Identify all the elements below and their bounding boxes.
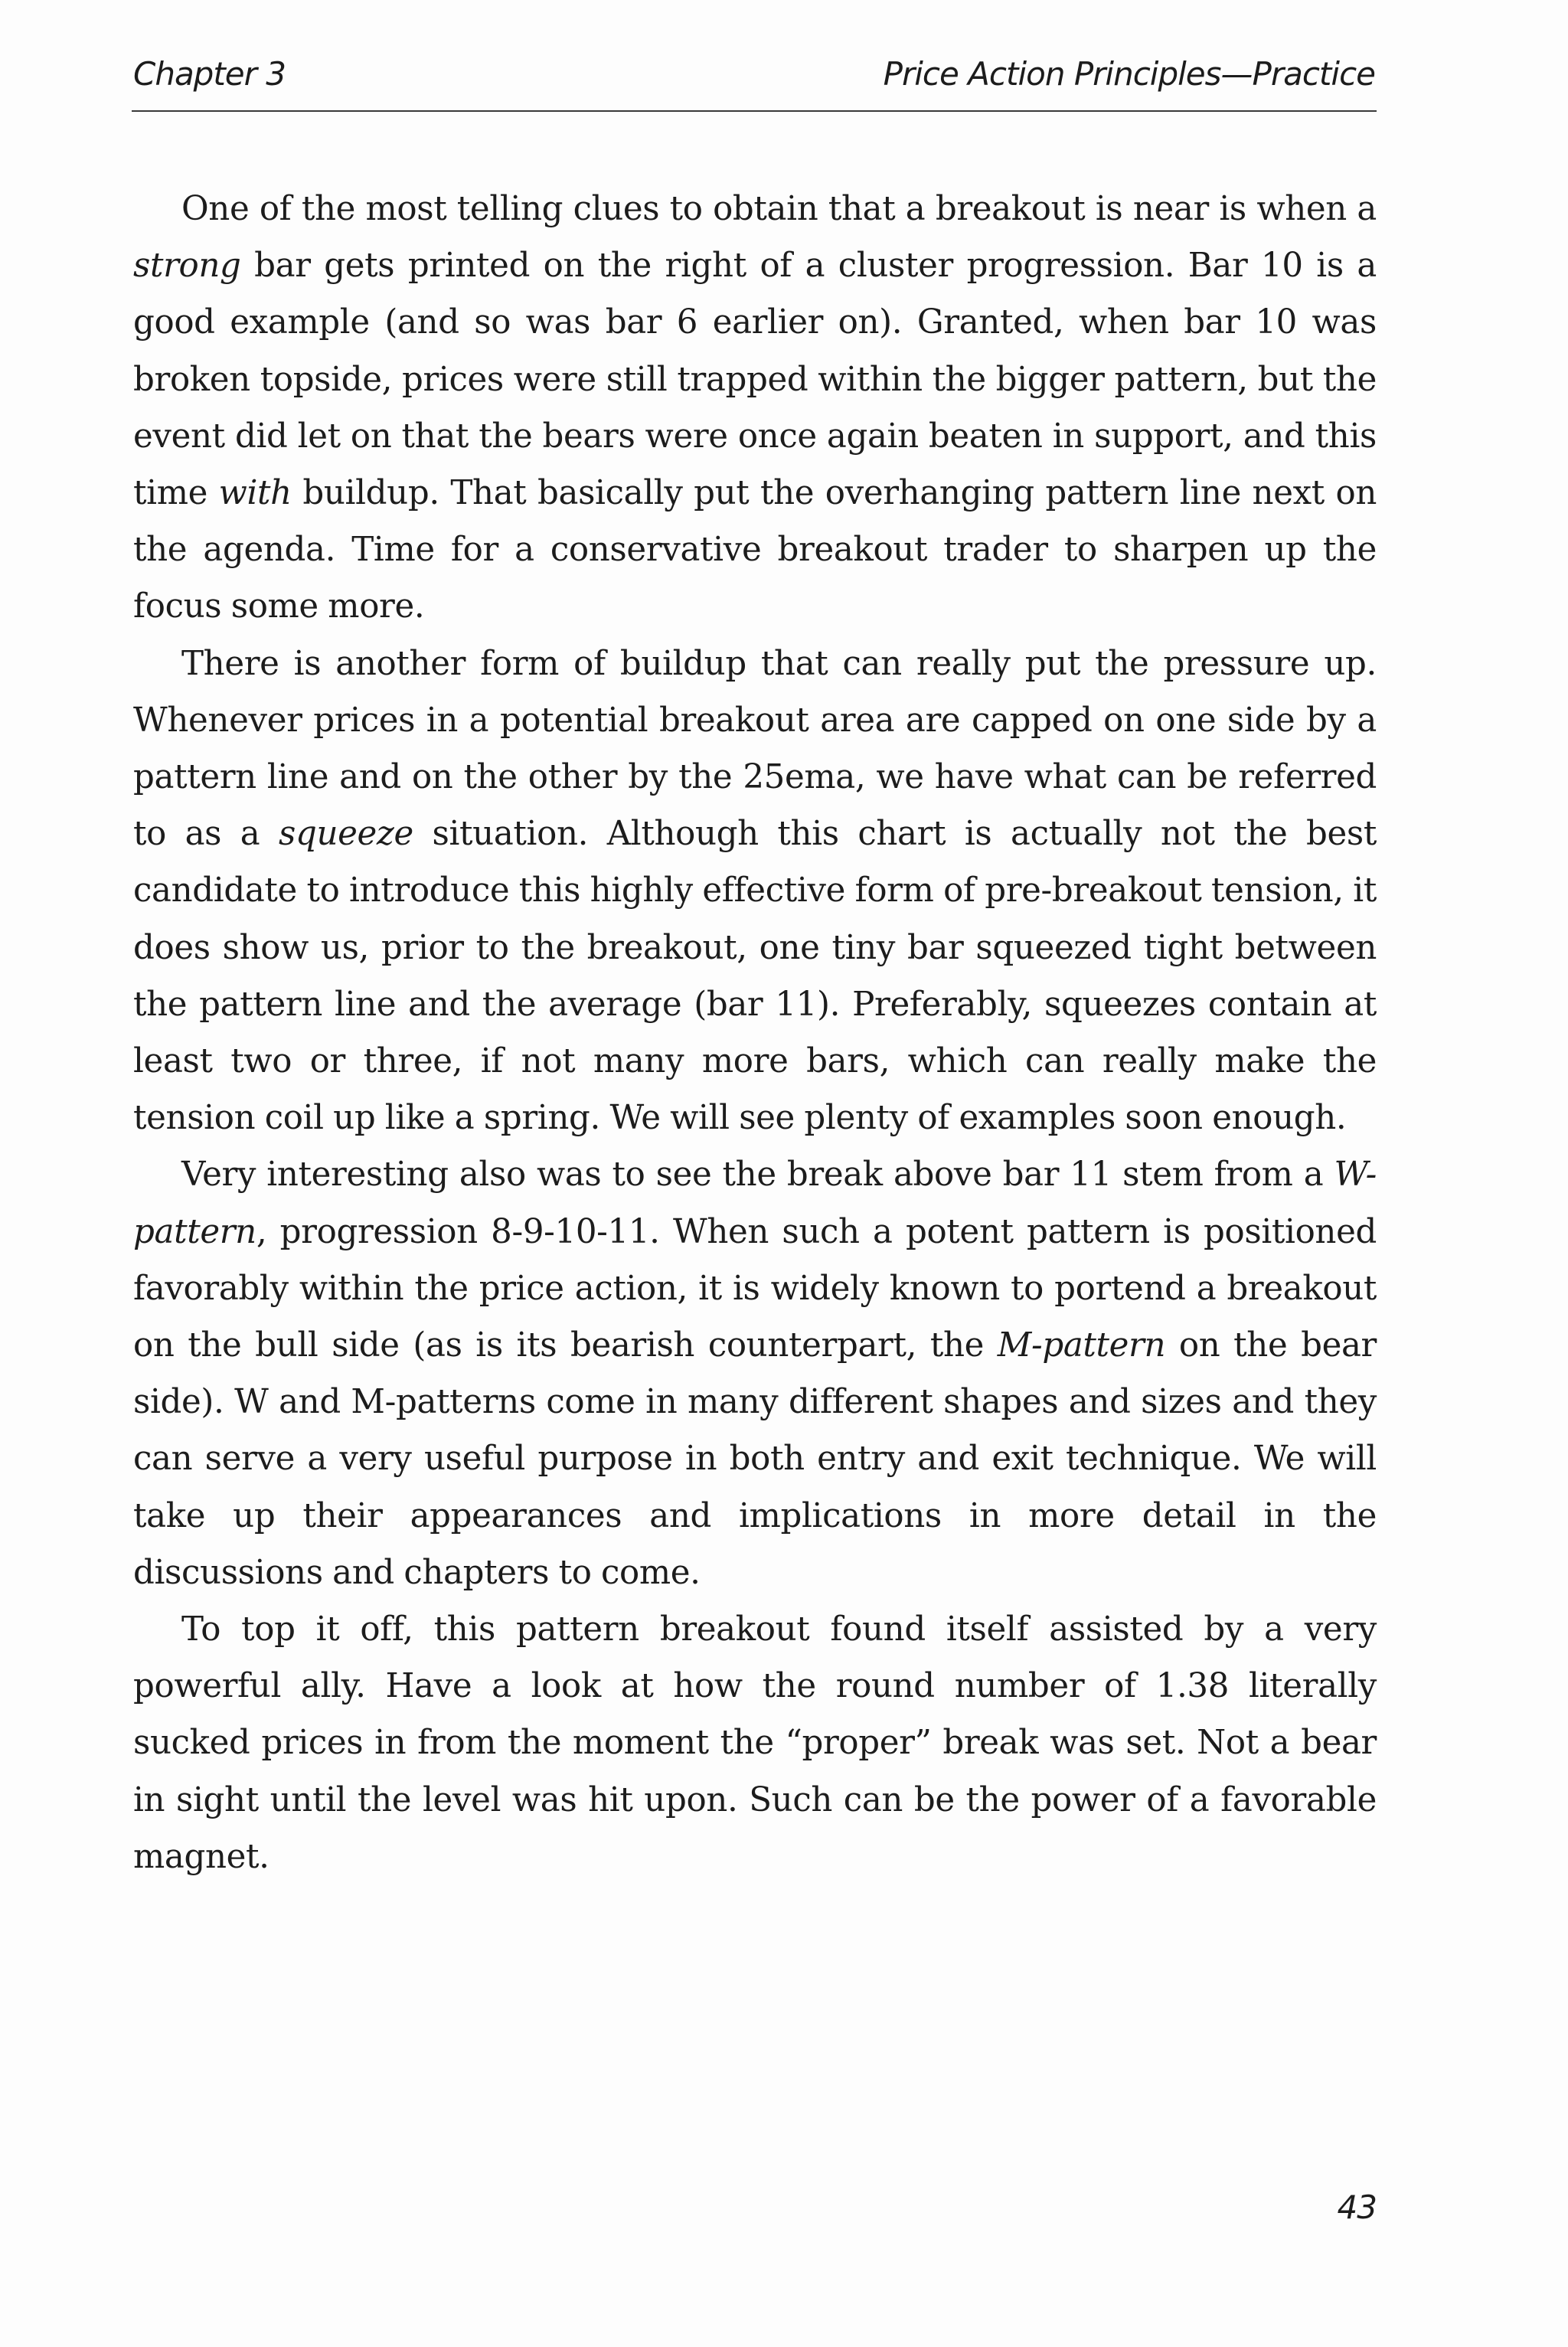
text-run: on the bear side). W and M-patterns come in many different shapes and sizes and they can serve a very useful purpose in both entry and exit technique. We will take up their appearances and implications in more detail in the discussions and chapters to come. bbox=[133, 1326, 1377, 1592]
text-run: buildup. That basically put the overhanging pattern line next on the agenda. Time for a conservative breakout trader to sharpen up the focus some more. bbox=[133, 474, 1377, 626]
paragraph bbox=[133, 181, 1377, 636]
text-run: Very interesting also was to see the break above bar 11 stem from a bbox=[181, 1156, 1334, 1195]
running-head bbox=[130, 47, 1378, 109]
section-title: Price Action Principles—Practice bbox=[883, 55, 1375, 93]
emphasized-text: strong bbox=[133, 247, 241, 286]
header-rule bbox=[132, 110, 1377, 112]
text-run: , progression 8-9-10-11. When such a potent pattern is positioned favorably within the price action, it is widely known to portend a breakout on the bull side (as is its bearish counterpart, the bbox=[133, 1212, 1377, 1365]
text-run: bar gets printed on the right of a cluster progression. Bar 10 is a good example (and so was bar 6 earlier on). Granted, when bar 10 was broken topside, prices were still trapped within the bigger pattern, but the event did let on that the bears were once again beaten in support, and this time bbox=[133, 247, 1377, 513]
text-run: To top it off, this pattern breakout found itself assisted by a very powerful ally. Have a look at how the round number of 1.38 literally sucked prices in from the moment the “proper” break was set. Not a bear in sight until the level was hit upon. Such can be the power of a favorable magnet. bbox=[133, 1610, 1377, 1876]
text-run: There is another form of buildup that can really put the pressure up. Whenever prices in a potential breakout area are capped on one side by a pattern line and on the other by the 25ema, we have what can be referred to as a bbox=[133, 644, 1377, 854]
paragraph bbox=[133, 1601, 1377, 1885]
paragraph bbox=[133, 1146, 1377, 1601]
emphasized-text: with bbox=[218, 474, 292, 513]
paragraph bbox=[133, 636, 1377, 1147]
emphasized-text: M-pattern bbox=[997, 1326, 1166, 1365]
emphasized-text: W-pattern bbox=[133, 1156, 1377, 1251]
body-text bbox=[133, 181, 1377, 1885]
emphasized-text: squeeze bbox=[278, 815, 413, 854]
page-number: 43 bbox=[1337, 2188, 1377, 2226]
chapter-label: Chapter 3 bbox=[133, 55, 286, 93]
text-run: situation. Although this chart is actually not the best candidate to introduce this highly effective form of pre-breakout tension, it does show us, prior to the breakout, one tiny bar squeezed tight between the pattern line and the average (bar 11). Preferably, squeezes contain at least two or three, if not many more bars, which can really make the tension coil up like a spring. We will see plenty of examples soon enough. bbox=[133, 815, 1377, 1138]
text-run: One of the most telling clues to obtain that a breakout is near is when a bbox=[181, 190, 1377, 228]
